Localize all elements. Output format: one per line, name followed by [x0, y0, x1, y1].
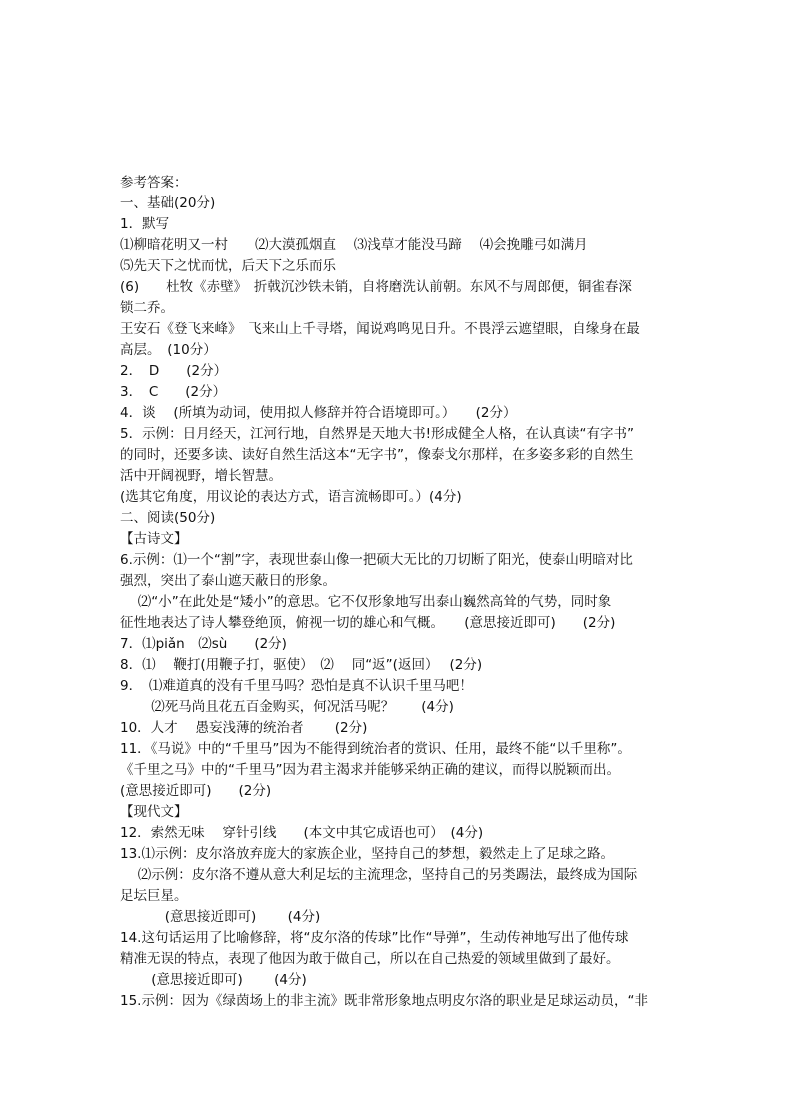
section-heading: 一、基础(20分)	[120, 195, 216, 211]
answer-line: 9． ⑴难道真的没有千里马吗？恐怕是真不认识千里马吧！	[120, 678, 473, 694]
answer-line: 《千里之马》中的“千里马”因为君主渴求并能够采纳正确的建议，而得以脱颖而出。	[120, 762, 620, 778]
answer-line: 15.示例：因为《绿茵场上的非主流》既非常形象地点明皮尔洛的职业是足球运动员，“非	[120, 993, 648, 1009]
answer-line: 强烈，突出了泰山遮天蔽日的形象。	[120, 573, 336, 589]
answer-line: (意思接近即可) (4分)	[120, 972, 307, 988]
answer-line: 精准无误的特点，表现了他因为敢于做自己，所以在自己热爱的领域里做到了最好。	[120, 951, 620, 967]
answer-line: 11．《马说》中的“千里马”因为不能得到统治者的赏识、任用，最终不能“以千里称”。	[120, 741, 631, 757]
answer-line: ⑴柳暗花明又一村 ⑵大漠孤烟直 ⑶浅草才能没马蹄 ⑷会挽雕弓如满月	[120, 237, 588, 253]
answer-line: ⑵“小”在此处是“矮小”的意思。它不仅形象地写出泰山巍然高耸的气势，同时象	[120, 594, 612, 610]
answer-line: 8．⑴ 鞭打(用鞭子打，驱使） ⑵ 同“返”(返回） (2分)	[120, 657, 483, 673]
answer-line: 活中开阔视野，增长智慧。	[120, 468, 282, 484]
subsection-heading: 【古诗文】	[120, 531, 188, 547]
answer-line: 4．谈 (所填为动词，使用拟人修辞并符合语境即可。） (2分）	[120, 405, 517, 421]
answer-line: 高层。 (10分）	[120, 342, 217, 358]
answer-line: ⑵死马尚且花五百金购买，何况活马呢？ (4分)	[120, 699, 454, 715]
answer-line: ⑸先天下之忧而忧，后天下之乐而乐	[120, 258, 336, 274]
answer-line: 10．人才 愚妄浅薄的统治者 (2分)	[120, 720, 368, 736]
section-heading: 二、阅读(50分)	[120, 510, 216, 526]
answer-line: 3． C (2分）	[120, 384, 227, 400]
answer-line: (意思接近即可) (2分)	[120, 783, 272, 799]
answer-line: 14.这句话运用了比喻修辞，将“皮尔洛的传球”比作“导弹”，生动传神地写出了他传球	[120, 930, 629, 946]
answer-line: 征性地表达了诗人攀登绝顶，俯视一切的雄心和气概。 (意思接近即可) (2分)	[120, 615, 616, 631]
subsection-heading: 【现代文】	[120, 804, 188, 820]
answer-line: (6) 杜牧《赤壁》 折戟沉沙铁未销，自将磨洗认前朝。东风不与周郎便，铜雀春深	[120, 279, 632, 295]
answer-line: 2． D (2分）	[120, 363, 228, 379]
answer-line: 1．默写	[120, 216, 170, 232]
answer-line: 的同时，还要多读、读好自然生活这本“无字书”，像泰戈尔那样，在多姿多彩的自然生	[120, 447, 634, 463]
answer-line: 足坛巨星。	[120, 888, 188, 904]
answer-line: 12．索然无味 穿针引线 (本文中其它成语也可） (4分)	[120, 825, 484, 841]
answer-line: 锁二乔。	[120, 300, 174, 316]
answer-line: 13.⑴示例：皮尔洛放弃庞大的家族企业，坚持自己的梦想，毅然走上了足球之路。	[120, 846, 614, 862]
answer-line: 5．示例：日月经天，江河行地，自然界是天地大书!形成健全人格，在认真读“有字书”	[120, 426, 634, 442]
answer-line: (意思接近即可) (4分)	[120, 909, 321, 925]
answer-line: 7．⑴piǎn ⑵sù (2分)	[120, 636, 287, 652]
answer-line: ⑵示例：皮尔洛不遵从意大利足坛的主流理念，坚持自己的另类踢法，最终成为国际	[120, 867, 638, 883]
answer-key-title: 参考答案：	[120, 175, 188, 191]
answer-line: 6.示例：⑴一个“割”字，表现世泰山像一把硕大无比的刀切断了阳光，使泰山明暗对比	[120, 552, 633, 568]
answer-line: (选其它角度，用议论的表达方式，语言流畅即可。）(4分)	[120, 489, 462, 505]
answer-line: 王安石《登飞来峰》 飞来山上千寻塔，闻说鸡鸣见日升。不畏浮云遮望眼，自缘身在最	[120, 321, 640, 337]
